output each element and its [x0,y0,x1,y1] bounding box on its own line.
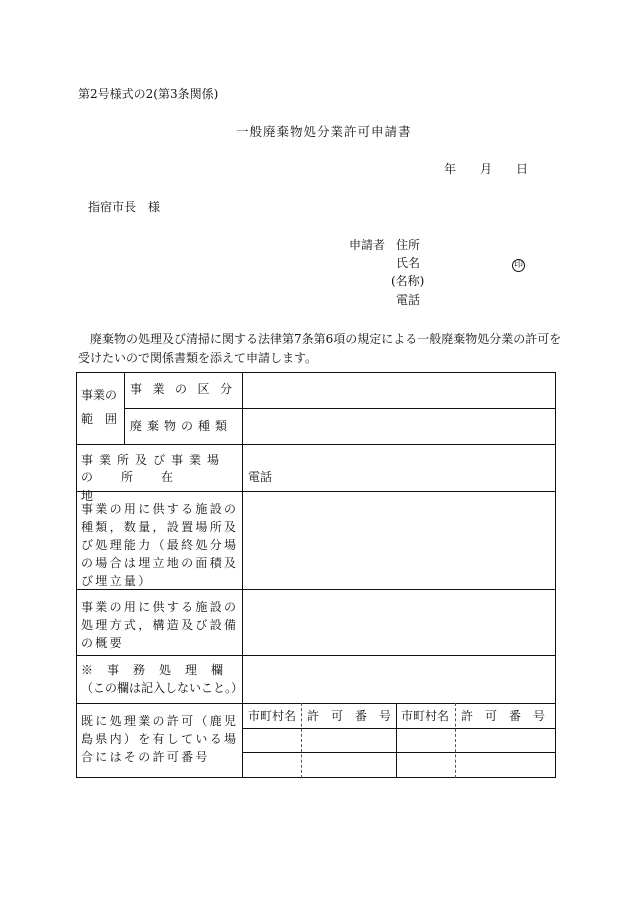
date-month-label: 月 [480,162,493,176]
intro-line-2: 受けたいので関係書類を添えて申請します。 [78,351,318,365]
business-category-text: 事業の区分 [130,382,243,396]
seal-glyph: 印 [513,260,523,270]
existing-license-label: 既に処理業の許可（鹿児島県内）を有している場合にはその許可番号 [81,714,239,764]
facility-description-label: 事業の用に供する施設の種類，数量，設置場所及び処理能力（最終処分場の場合は埋立地の面積及び埋立量） [81,502,239,588]
office-use-label-line-2: （この欄は記入しないこと。） [81,681,244,695]
applicant-name-label: 氏名 [396,256,421,270]
column-license-number-2: 許可番号 [461,709,558,723]
column-municipality-2: 市町村名 [401,709,450,723]
date-year-label: 年 [444,162,457,176]
applicant-phone-label: 電話 [396,293,421,307]
applicant-address-label: 住所 [396,238,421,252]
office-use-label-line-1: ※事務処理欄 [81,663,238,677]
date-day-label: 日 [516,162,529,176]
applicant-role-label: 申請者 [349,238,386,252]
scope-label-line-2: 範 囲 [81,412,118,426]
addressee: 指宿市長 様 [88,200,161,214]
waste-type-text: 廃棄物の種類 [130,419,233,433]
office-location-line-1: 事業所及び事業場 [81,453,226,467]
scope-label-line-1: 事業の [81,388,118,402]
intro-paragraph [78,330,562,368]
seal-mark [512,256,525,272]
column-municipality-1: 市町村名 [248,709,297,723]
intro-line-1: 廃棄物の処理及び清掃に関する法律第7条第6項の規定による一般廃棄物処分業の許可を [78,332,562,346]
form-number: 第2号様式の2(第3条関係) [78,87,219,101]
applicant-company-label: (名称) [391,274,425,288]
office-location-line-2: の所在地 [81,470,202,503]
process-description-label: 事業の用に供する施設の処理方式，構造及び設備の概要 [81,600,239,650]
document-title: 一般廃棄物処分業許可申請書 [236,124,412,139]
office-phone-prefix: 電話 [248,470,273,484]
waste-type-label [130,417,238,436]
column-license-number-1: 許可番号 [307,709,404,723]
business-category-label [130,380,243,399]
